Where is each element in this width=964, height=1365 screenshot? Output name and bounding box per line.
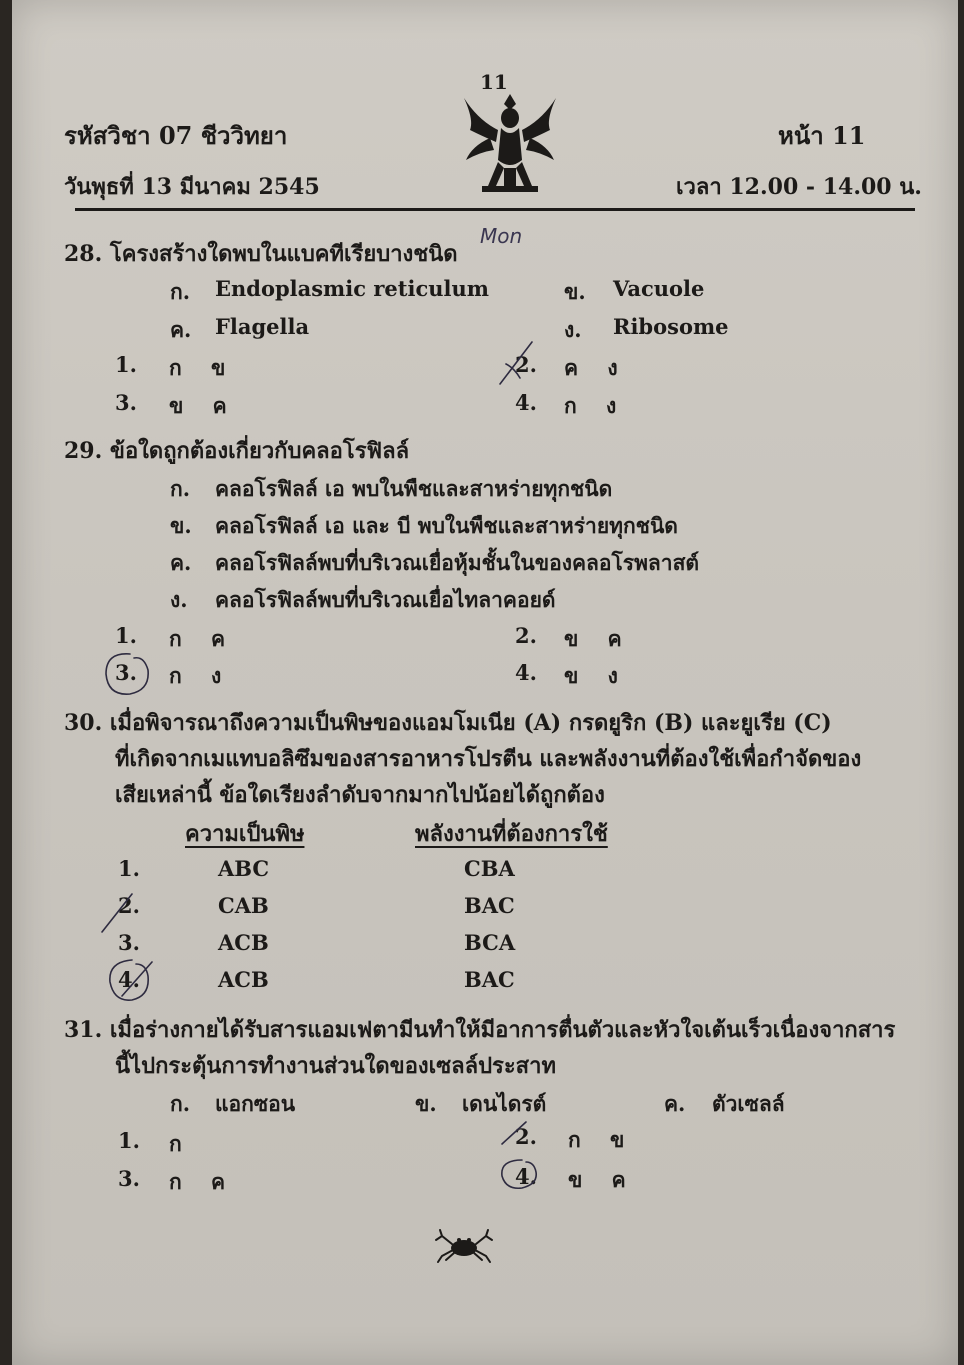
q29-item-text: คลอโรฟิลล์พบที่บริเวณเยื่อหุ้มชั้นในของคลอโรพลาสต์ [215, 550, 700, 575]
q28-item-text: Flagella [215, 314, 310, 339]
q31-stem-line1: 31. เมื่อร่างกายได้รับสารแอมเฟตามีนทำให้มีอาการตื่นตัวและหัวใจเต้นเร็วเนื่องจากสาร [64, 1017, 896, 1043]
q31-item-text: แอกซอน [215, 1091, 296, 1116]
q28-item-label: ก. [170, 279, 191, 304]
q29-item-label: ก. [170, 476, 191, 501]
q29-choice-value: ข ง [564, 663, 618, 688]
q30-row-num: 3. [118, 930, 140, 955]
crab-icon [432, 1226, 496, 1266]
q30-row-num: 2. [118, 893, 140, 918]
header-rule [75, 208, 915, 211]
q29-choice-num: 4. [515, 660, 537, 685]
q28-stem: 28. โครงสร้างใดพบในแบคทีเรียบางชนิด [64, 241, 458, 267]
q30-stem-line2: ที่เกิดจากเมแทบอลิซึมของสารอาหารโปรตีน และพลังงานที่ต้องใช้เพื่อกำจัดของ [115, 746, 862, 772]
pen-circle-mark [100, 648, 156, 700]
q30-row-toxicity: ACB [218, 930, 269, 955]
q28-item-label: ง. [564, 317, 582, 342]
q31-item-label: ค. [664, 1091, 686, 1116]
q29-item-label: ค. [170, 550, 192, 575]
garuda-emblem-icon [460, 90, 560, 200]
q29-choice-num: 2. [515, 623, 537, 648]
q31-choice-value: ก [169, 1131, 182, 1156]
q28-choice-num: 4. [515, 390, 537, 415]
q29-item-text: คลอโรฟิลล์พบที่บริเวณเยื่อไทลาคอยด์ [215, 587, 556, 612]
q30-row-num: 4. [118, 967, 140, 992]
q28-choice-value: ข ค [169, 393, 227, 418]
q30-row-toxicity: ABC [218, 856, 270, 881]
q28-choice-num: 3. [115, 390, 137, 415]
q30-row-energy: CBA [464, 856, 515, 881]
q29-choice-num: 3. [115, 660, 137, 685]
subject-code: รหัสวิชา 07 ชีววิทยา [64, 121, 288, 150]
q29-item-label: ข. [170, 513, 192, 538]
q29-choice-value: ข ค [564, 626, 622, 651]
pen-tick-mark [498, 1118, 532, 1148]
q28-choice-value: ก ง [564, 393, 617, 418]
q28-handwritten-note: Mon [480, 224, 523, 248]
pen-tick-mark [98, 890, 138, 936]
q31-choice-num: 1. [118, 1128, 140, 1153]
q31-choice-value: ก ข [568, 1127, 625, 1152]
q31-choice-value: ข ค [568, 1167, 626, 1192]
pen-circle-mark [104, 956, 156, 1006]
q31-choice-num: 3. [118, 1166, 140, 1191]
q30-row-toxicity: CAB [218, 893, 269, 918]
q28-item-label: ข. [564, 279, 586, 304]
q31-item-text: ตัวเซลล์ [712, 1091, 785, 1116]
q30-row-toxicity: ACB [218, 967, 269, 992]
page-label: หน้า 11 [778, 121, 866, 150]
q28-choice-value: ก ข [169, 355, 226, 380]
q29-item-label: ง. [170, 587, 188, 612]
q29-choice-value: ก ง [169, 663, 222, 688]
pen-circle-mark [496, 1154, 544, 1194]
q28-choice-num: 2. [515, 352, 537, 377]
pen-tick-mark [496, 338, 536, 388]
q30-row-energy: BAC [464, 967, 515, 992]
q30-col-energy: พลังงานที่ต้องการใช้ [415, 821, 608, 847]
q28-item-text: Vacuole [613, 276, 705, 301]
q30-row-energy: BAC [464, 893, 515, 918]
q28-item-text: Ribosome [613, 314, 729, 339]
q31-choice-num: 2. [515, 1124, 537, 1149]
q31-choice-num: 4. [515, 1164, 537, 1189]
q31-item-label: ก. [170, 1091, 191, 1116]
exam-date: วันพุธที่ 13 มีนาคม 2545 [64, 174, 320, 200]
q29-stem: 29. ข้อใดถูกต้องเกี่ยวกับคลอโรฟิลล์ [64, 438, 410, 464]
page-number-top: 11 [480, 70, 508, 94]
exam-page [12, 0, 958, 1365]
q29-choice-value: ก ค [169, 626, 226, 651]
q31-item-label: ข. [415, 1091, 437, 1116]
q30-stem-line3: เสียเหล่านี้ ข้อใดเรียงลำดับจากมากไปน้อยได้ถูกต้อง [115, 782, 605, 808]
q28-choice-value: ค ง [564, 355, 618, 380]
q29-choice-num: 1. [115, 623, 137, 648]
q31-item-text: เดนไดรต์ [462, 1091, 547, 1116]
exam-time: เวลา 12.00 - 14.00 น. [676, 174, 922, 200]
q30-row-num: 1. [118, 856, 140, 881]
q28-item-text: Endoplasmic reticulum [215, 276, 489, 301]
q29-item-text: คลอโรฟิลล์ เอ พบในพืชและสาหร่ายทุกชนิด [215, 476, 613, 501]
q31-stem-line2: นี้ไปกระตุ้นการทำงานส่วนใดของเซลล์ประสาท [115, 1053, 556, 1079]
q31-choice-value: ก ค [169, 1169, 226, 1194]
q30-col-toxicity: ความเป็นพิษ [185, 821, 305, 847]
q28-item-label: ค. [170, 317, 192, 342]
q28-choice-num: 1. [115, 352, 137, 377]
q29-item-text: คลอโรฟิลล์ เอ และ บี พบในพืชและสาหร่ายทุกชนิด [215, 513, 678, 538]
q30-stem-line1: 30. เมื่อพิจารณาถึงความเป็นพิษของแอมโมเนีย (A) กรดยูริก (B) และยูเรีย (C) [64, 710, 832, 736]
q30-row-energy: BCA [464, 930, 516, 955]
